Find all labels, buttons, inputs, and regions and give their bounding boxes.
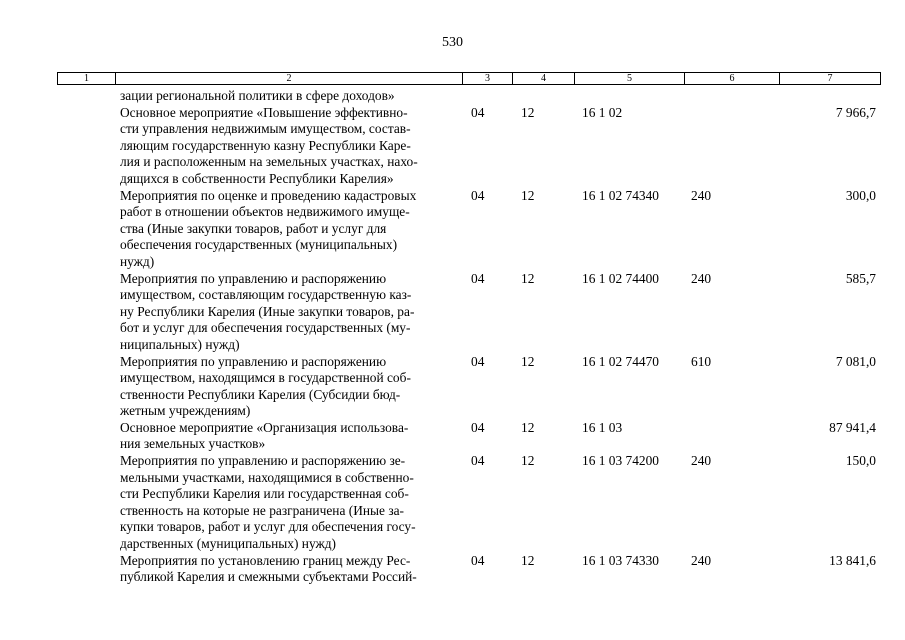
description-line: Мероприятия по оценке и проведению кадастровых [120, 187, 417, 203]
expense-type-code: 610 [691, 353, 712, 369]
amount-value: 300,0 [845, 187, 876, 203]
target-article-code: 16 1 03 [582, 419, 623, 435]
expense-type-code: 240 [691, 453, 712, 469]
section-code: 04 [471, 453, 485, 469]
expense-type-code: 240 [691, 187, 712, 203]
amount-value: 87 941,4 [829, 419, 876, 435]
header-cell-2: 2 [116, 73, 463, 85]
description-line: дящихся в собственности Республики Карелия» [120, 170, 394, 186]
subsection-code: 12 [521, 187, 535, 203]
section-code: 04 [471, 270, 485, 286]
item-description [120, 453, 460, 553]
amount-value: 7 966,7 [835, 104, 876, 120]
page-number: 530 [442, 35, 463, 50]
amount-value: 7 081,0 [835, 353, 876, 369]
description-line: дарственных (муниципальных) нужд) [120, 536, 336, 552]
item-description [120, 105, 460, 188]
item-description [120, 188, 460, 271]
table-row [57, 354, 880, 420]
header-cell-5: 5 [575, 73, 685, 85]
table-row [57, 188, 880, 271]
expense-type-code: 240 [691, 270, 712, 286]
subsection-code: 12 [521, 104, 535, 120]
description-line: мельными участками, находящимися в собственно- [120, 469, 414, 485]
description-line: ну Республики Карелия (Иные закупки товаров, ра- [120, 303, 415, 319]
description-line: имуществом, находящимся в государственной соб- [120, 370, 411, 386]
description-line: жетным учреждениям) [120, 403, 251, 419]
description-line: ственности Республики Карелия (Субсидии бюд- [120, 386, 401, 402]
budget-table-body [57, 88, 880, 586]
subsection-code: 12 [521, 552, 535, 568]
header-cell-4: 4 [513, 73, 575, 85]
description-line: купки товаров, работ и услуг для обеспечения госу- [120, 519, 416, 535]
subsection-code: 12 [521, 270, 535, 286]
description-line: имуществом, составляющим государственную каз- [120, 287, 412, 303]
column-number-header [57, 72, 881, 85]
description-line: бот и услуг для обеспечения государственных (му- [120, 320, 411, 336]
target-article-code: 16 1 02 [582, 104, 623, 120]
item-description [120, 354, 460, 420]
target-article-code: 16 1 02 74400 [582, 270, 659, 286]
target-article-code: 16 1 03 74200 [582, 453, 659, 469]
header-cell-1: 1 [58, 73, 116, 85]
section-code: 04 [471, 104, 485, 120]
description-line: ляющим государственную казну Республики Каре- [120, 137, 411, 153]
header-cell-3: 3 [463, 73, 513, 85]
description-line: ства (Иные закупки товаров, работ и услуг для [120, 220, 387, 236]
table-row [57, 453, 880, 553]
header-cell-7: 7 [780, 73, 881, 85]
description-line: сти Республики Карелия или государственная соб- [120, 486, 409, 502]
item-description [120, 553, 460, 586]
description-line: публикой Карелия и смежными субъектами Россий- [120, 569, 417, 585]
description-line: Мероприятия по управлению и распоряжению [120, 270, 387, 286]
target-article-code: 16 1 02 74470 [582, 353, 659, 369]
amount-value: 150,0 [845, 453, 876, 469]
table-row [57, 271, 880, 354]
subsection-code: 12 [521, 419, 535, 435]
subsection-code: 12 [521, 353, 535, 369]
description-line: нужд) [120, 253, 155, 269]
description-line: сти управления недвижимым имуществом, состав- [120, 121, 411, 137]
header-cell-6: 6 [685, 73, 780, 85]
target-article-code: 16 1 02 74340 [582, 187, 659, 203]
description-line: Основное мероприятие «Организация использова- [120, 419, 409, 435]
description-line: обеспечения государственных (муниципальных) [120, 237, 398, 253]
target-article-code: 16 1 03 74330 [582, 552, 659, 568]
item-description [120, 420, 460, 453]
description-line: Мероприятия по управлению и распоряжению зе- [120, 453, 406, 469]
section-code: 04 [471, 353, 485, 369]
expense-type-code: 240 [691, 552, 712, 568]
table-row [57, 105, 880, 188]
description-line: зации региональной политики в сфере доходов» [120, 88, 395, 103]
description-line: ния земельных участков» [120, 436, 266, 452]
description-line: Основное мероприятие «Повышение эффективно- [120, 104, 408, 120]
description-line: работ в отношении объектов недвижимого имуще- [120, 204, 410, 220]
description-line: Мероприятия по установлению границ между Рес- [120, 552, 411, 568]
section-code: 04 [471, 552, 485, 568]
section-code: 04 [471, 187, 485, 203]
amount-value: 585,7 [845, 270, 876, 286]
amount-value: 13 841,6 [829, 552, 876, 568]
description-line: Мероприятия по управлению и распоряжению [120, 353, 387, 369]
subsection-code: 12 [521, 453, 535, 469]
table-row [57, 553, 880, 586]
item-description [120, 271, 460, 354]
item-description [120, 88, 460, 105]
section-code: 04 [471, 419, 485, 435]
description-line: ственность на которые не разграничена (Иные за- [120, 502, 405, 518]
table-row [57, 88, 880, 105]
header-row [58, 73, 881, 85]
description-line: лия и расположенным на земельных участках, нахо- [120, 154, 418, 170]
description-line: ниципальных) нужд) [120, 336, 240, 352]
table-row [57, 420, 880, 453]
